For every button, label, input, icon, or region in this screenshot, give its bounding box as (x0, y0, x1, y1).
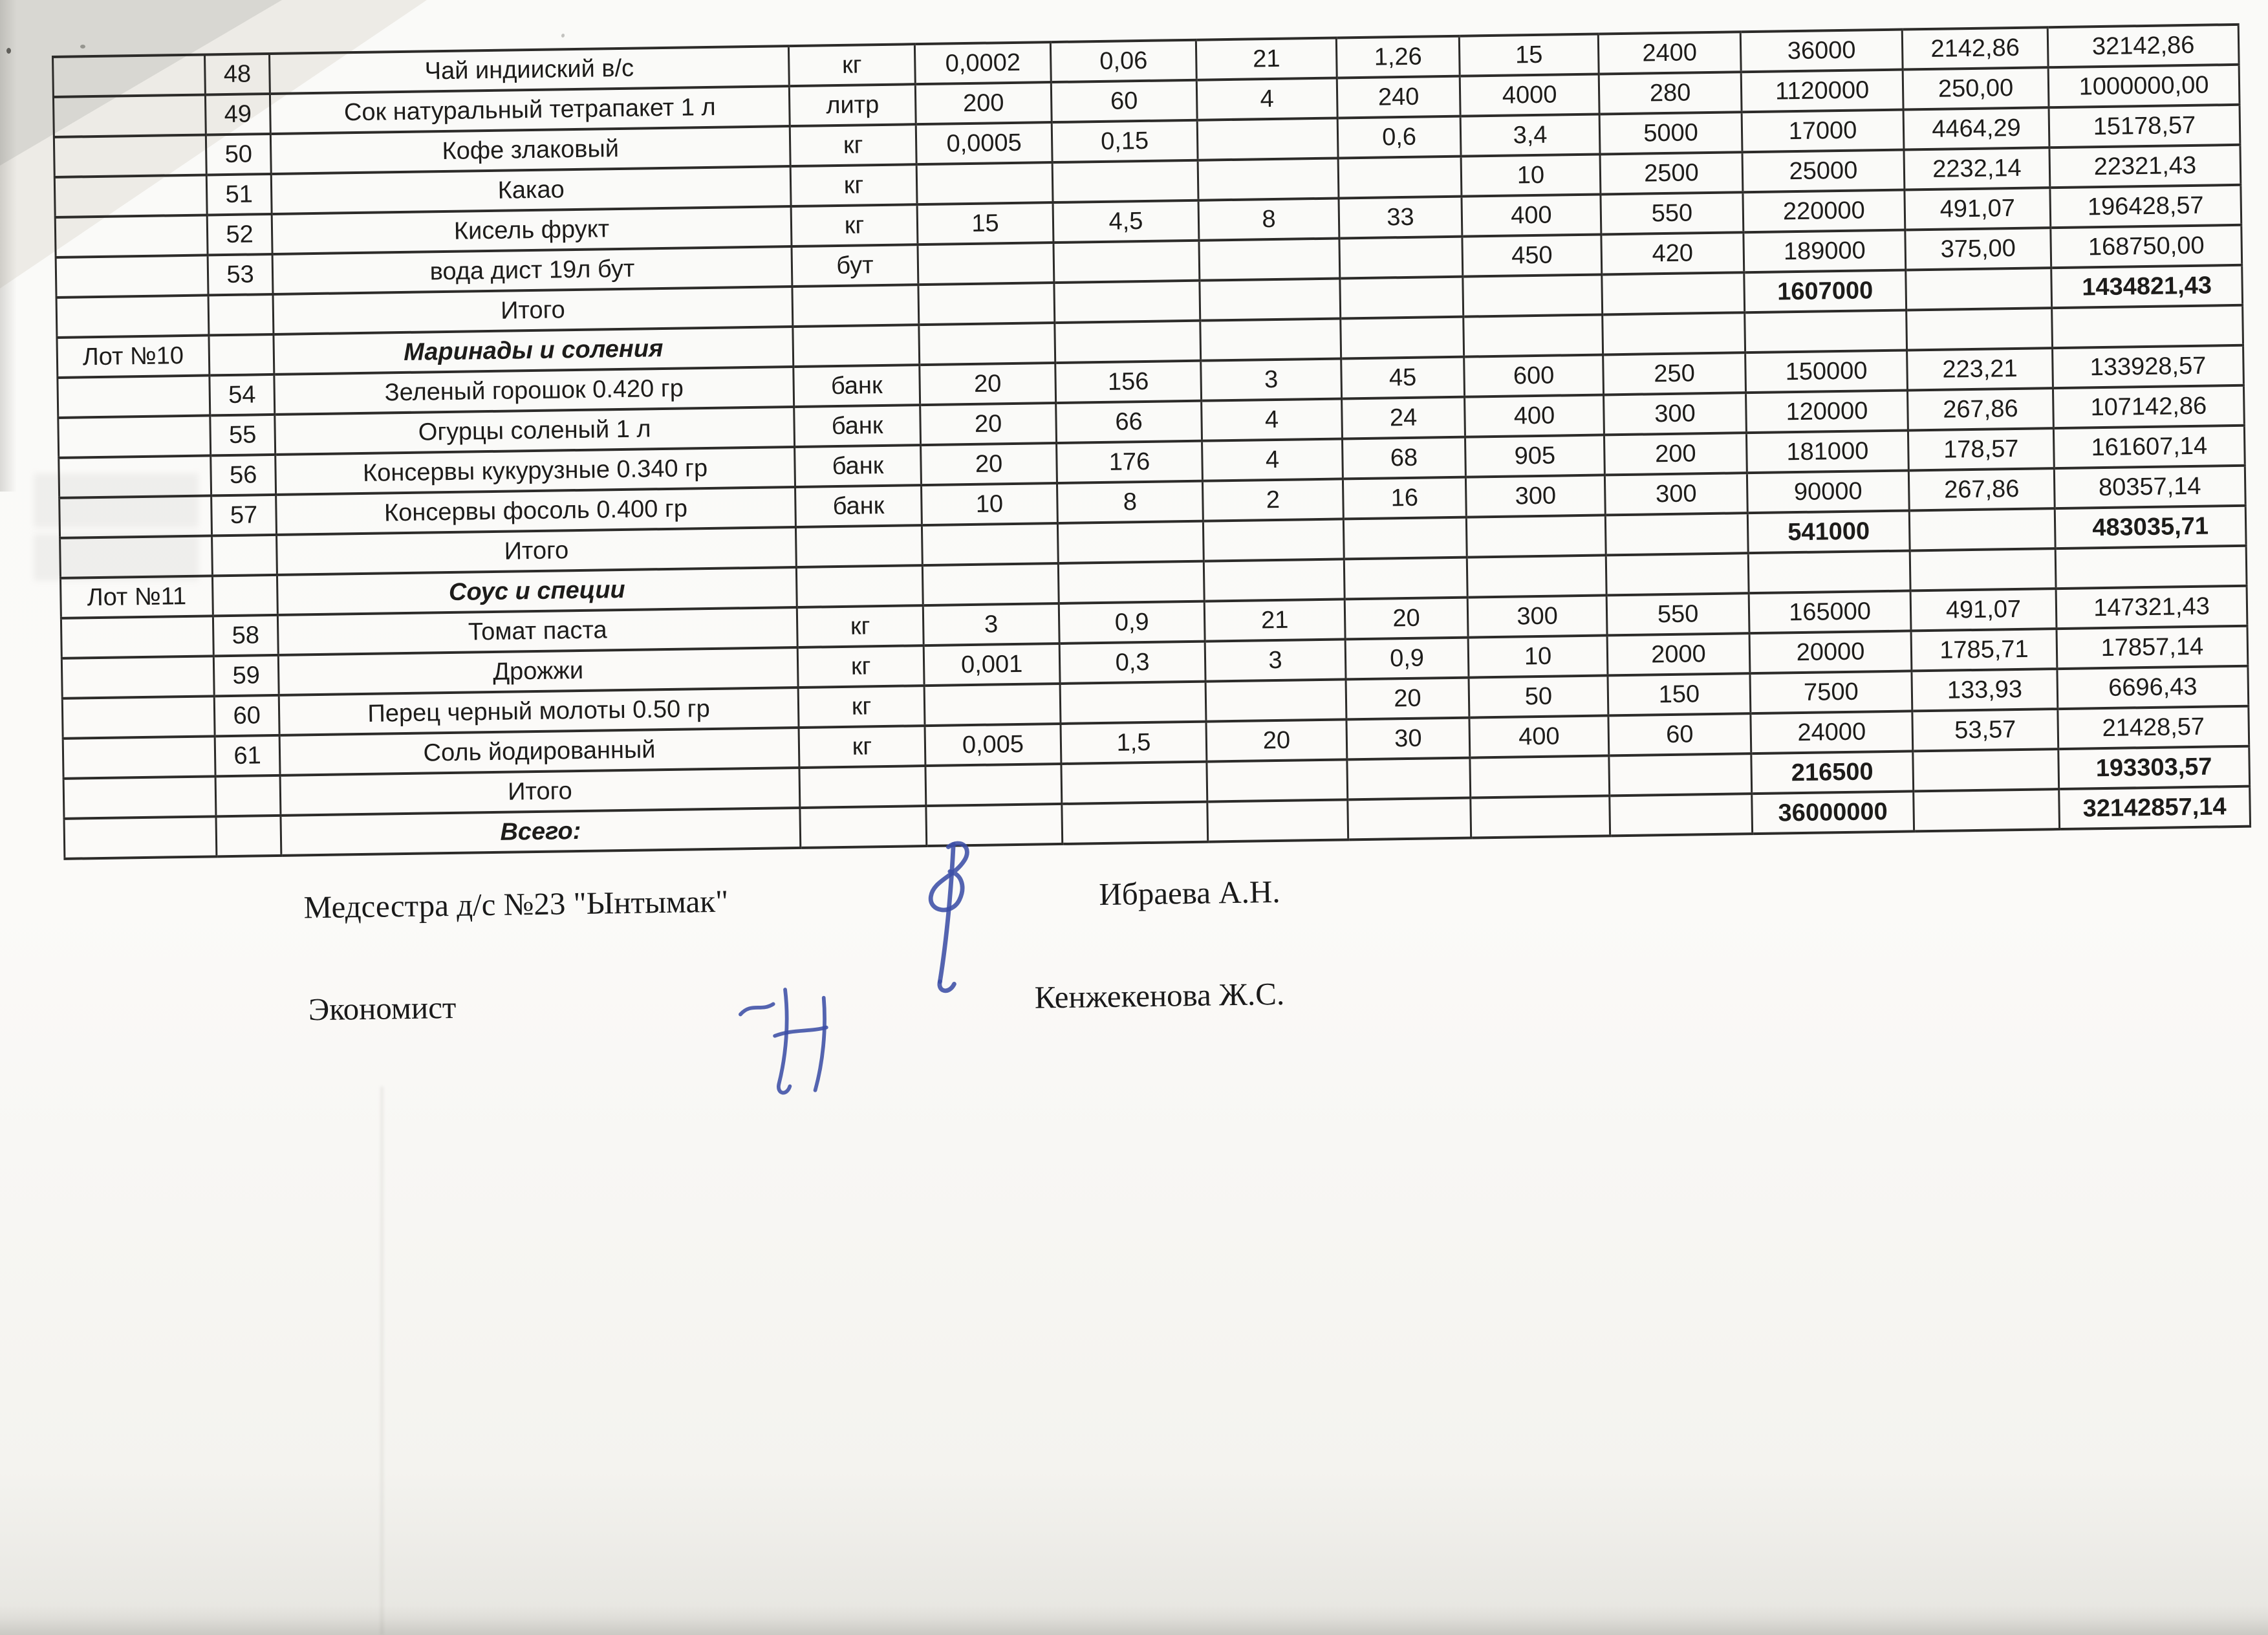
table-cell: 375,00 (1905, 228, 2051, 270)
table-cell: Итого (273, 287, 793, 334)
table-cell: 156 (1055, 361, 1202, 403)
signature-ink-2 (735, 961, 847, 1114)
table-cell: 300 (1467, 595, 1607, 637)
table-cell (58, 375, 210, 417)
table-cell (1467, 555, 1606, 597)
table-cell: 216500 (1751, 751, 1914, 794)
table-cell: 4 (1196, 78, 1337, 120)
table-cell (919, 323, 1055, 365)
table-cell: Зеленый горошок 0.420 гр (274, 367, 794, 415)
table-cell: 55 (210, 415, 275, 455)
table-cell: 6696,43 (2057, 666, 2249, 709)
table-cell: 250,00 (1903, 67, 2049, 109)
table-cell (924, 684, 1061, 726)
table-cell (1348, 798, 1471, 840)
table-cell: Консервы кукурузные 0.340 гр (275, 447, 795, 495)
table-cell: кг (790, 124, 916, 166)
table-cell (1906, 308, 2053, 350)
table-cell: 150 (1608, 673, 1751, 715)
table-cell: 58 (213, 615, 278, 656)
table-cell: 24000 (1751, 711, 1913, 753)
table-cell (918, 243, 1054, 285)
table-cell: вода дист 19л бут (272, 246, 792, 294)
table-cell: Томат паста (277, 607, 797, 655)
table-cell (916, 162, 1053, 204)
page-content (52, 23, 2256, 1284)
table-cell: 36000000 (1752, 791, 1914, 834)
table-cell: 400 (1462, 194, 1601, 236)
table-cell (1338, 157, 1462, 199)
table-cell (799, 766, 926, 808)
table-cell (63, 776, 216, 818)
table-cell: 189000 (1744, 230, 1906, 273)
table-cell: 196428,57 (2050, 185, 2241, 228)
table-cell: 20 (1346, 678, 1469, 720)
table-cell (1204, 559, 1345, 601)
table-cell: 200 (1604, 433, 1747, 475)
table-cell (1052, 160, 1198, 202)
table-cell (1609, 753, 1752, 796)
table-cell (922, 563, 1059, 605)
table-cell (1339, 237, 1463, 279)
table-cell: 60 (214, 695, 279, 736)
table-cell (2055, 546, 2247, 589)
table-cell (209, 334, 274, 375)
table-cell (60, 536, 213, 578)
scan-bottom-shadow (0, 1605, 2268, 1635)
table-cell (56, 295, 209, 337)
table-cell: банк (795, 485, 922, 527)
table-cell: 491,07 (1910, 589, 2057, 631)
table-cell: 1,26 (1336, 36, 1460, 78)
table-cell: 36000 (1740, 30, 1903, 72)
table-cell (1909, 508, 2055, 550)
table-cell: 8 (1198, 199, 1339, 241)
table-cell (1062, 802, 1208, 844)
table-cell: 300 (1604, 393, 1747, 435)
table-cell: 0,005 (925, 724, 1061, 766)
table-cell (208, 294, 274, 335)
signature-ink-1 (886, 836, 1005, 999)
table-cell: 220000 (1743, 190, 1905, 233)
table-cell: 59 (213, 655, 279, 696)
table-cell (53, 54, 206, 96)
table-cell (1463, 314, 1603, 356)
table-cell: 48 (205, 54, 270, 94)
table-cell: 1607000 (1744, 270, 1906, 313)
table-cell: 20 (920, 363, 1056, 405)
table-cell: 21 (1196, 38, 1337, 80)
table-cell (793, 325, 920, 367)
scan-edge-shadow (0, 0, 17, 492)
table-cell: 3 (1201, 358, 1342, 400)
table-cell (64, 816, 217, 858)
table-cell: 168750,00 (2051, 225, 2242, 268)
table-cell: 0,15 (1052, 120, 1198, 162)
table-cell (53, 94, 206, 136)
table-cell: 1000000,00 (2048, 65, 2240, 107)
table-cell: кг (798, 686, 925, 728)
table-cell: 15178,57 (2049, 105, 2240, 147)
table-cell: 15 (1459, 34, 1599, 76)
table-cell: 21 (1204, 599, 1345, 641)
table-cell: 400 (1465, 395, 1604, 437)
table-cell: 0,0005 (916, 122, 1052, 164)
table-cell (61, 656, 214, 698)
table-cell (55, 215, 208, 257)
table-cell: 45 (1341, 357, 1465, 399)
table-cell: 2142,86 (1902, 27, 2048, 69)
table-cell (1463, 274, 1603, 316)
table-cell (1058, 561, 1204, 603)
table-cell (1470, 755, 1610, 797)
table-cell: 4 (1202, 439, 1343, 481)
table-cell: 32142,86 (2047, 25, 2239, 67)
table-cell (1745, 310, 1907, 353)
table-cell: 61 (215, 735, 280, 776)
table-cell (796, 565, 923, 607)
table-cell: 240 (1337, 76, 1460, 118)
table-cell: 400 (1469, 715, 1609, 757)
table-cell (1200, 318, 1341, 360)
table-cell (1906, 268, 2052, 310)
table-cell: 550 (1606, 593, 1749, 635)
table-cell (212, 575, 277, 616)
table-cell: 147321,43 (2056, 586, 2247, 629)
table-cell: Огурцы соленый 1 л (275, 407, 795, 455)
table-cell: 300 (1465, 475, 1605, 517)
table-cell (1913, 749, 2059, 791)
table-cell: банк (794, 365, 920, 407)
table-cell: литр (789, 84, 916, 126)
table-cell: 57 (211, 495, 277, 536)
table-cell: 600 (1464, 354, 1604, 396)
table-cell: Перец черный молоты 0.50 гр (279, 688, 799, 735)
table-cell (1748, 550, 1910, 593)
table-cell: 90000 (1747, 470, 1909, 513)
table-cell: Лот №10 (57, 335, 210, 377)
table-cell (795, 525, 922, 567)
table-cell (792, 285, 919, 327)
table-cell: 107142,86 (2053, 385, 2244, 428)
table-cell: 30 (1346, 718, 1470, 760)
table-cell: 267,86 (1907, 388, 2053, 430)
table-cell: 22321,43 (2049, 145, 2241, 188)
table-cell (215, 775, 281, 816)
table-cell: 4 (1202, 398, 1343, 440)
table-cell: 120000 (1746, 390, 1908, 433)
table-cell (1606, 553, 1749, 595)
table-cell: 0,0002 (914, 42, 1051, 84)
table-cell: Соль йодированный (279, 728, 799, 775)
table-cell (54, 175, 207, 217)
table-cell: 21428,57 (2058, 706, 2249, 749)
table-cell: 32142857,14 (2059, 786, 2251, 829)
table-cell: 66 (1056, 401, 1202, 443)
table-cell: 2400 (1598, 32, 1741, 74)
table-cell: 60 (1608, 713, 1751, 755)
table-cell: 483035,71 (2055, 506, 2246, 548)
table-cell: 60 (1051, 80, 1197, 122)
table-cell: 10 (1461, 155, 1601, 197)
table-cell (212, 535, 277, 576)
dust-speck (6, 48, 11, 54)
table-cell: бут (792, 244, 918, 287)
table-cell: 49 (205, 94, 270, 135)
table-cell (59, 495, 212, 537)
table-cell: Лот №11 (60, 576, 213, 618)
table-cell (62, 696, 215, 738)
table-cell: 80357,14 (2054, 466, 2245, 508)
table-cell: 905 (1465, 435, 1604, 477)
table-cell: 300 (1604, 473, 1747, 515)
dust-speck (561, 33, 565, 38)
table-cell: кг (797, 645, 924, 688)
table-cell: Кисель фрукт (272, 206, 792, 254)
table-cell: 10 (1468, 635, 1608, 677)
table-cell: 20 (920, 403, 1057, 445)
table-cell (1610, 794, 1753, 836)
table-cell (1207, 799, 1348, 841)
table-cell: 56 (211, 455, 276, 495)
table-cell: 133,93 (1912, 669, 2058, 711)
table-cell: 181000 (1746, 430, 1908, 473)
table-cell: 10 (922, 483, 1058, 525)
table-cell (1343, 517, 1467, 559)
table-cell: 33 (1339, 197, 1462, 239)
table-cell: 165000 (1749, 590, 1911, 633)
table-cell: 0,9 (1059, 601, 1205, 644)
table-cell: 52 (207, 214, 272, 255)
table-cell: кг (799, 726, 925, 768)
table-cell (1197, 118, 1338, 160)
table-cell: 20000 (1749, 631, 1912, 673)
table-cell: 0,06 (1050, 40, 1196, 82)
table-cell: 68 (1343, 437, 1466, 479)
table-cell: 8 (1057, 481, 1203, 523)
signatory-name: Кенжекенова Ж.С. (1034, 975, 1285, 1015)
table-cell: 4,5 (1053, 200, 1199, 243)
table-cell: 20 (921, 443, 1057, 485)
table-cell (1203, 519, 1344, 561)
table-cell: 54 (210, 374, 275, 415)
table-cell: Кофе злаковый (270, 126, 790, 174)
table-cell: 53,57 (1912, 709, 2058, 751)
table-cell: Всего: (281, 808, 801, 856)
table-cell: 541000 (1747, 510, 1910, 553)
table-cell: кг (797, 605, 923, 647)
table-cell: 2232,14 (1904, 147, 2050, 189)
table-cell (1054, 281, 1200, 323)
table-cell: Соус и специи (277, 567, 797, 615)
table-cell (59, 455, 211, 497)
table-cell: 1434821,43 (2051, 265, 2243, 308)
table-cell: 17000 (1742, 110, 1904, 153)
procurement-table (52, 23, 2251, 860)
table-cell (216, 816, 281, 856)
signatory-role: Медсестра д/с №23 "Ынтымак" (303, 883, 729, 926)
table-cell: 2 (1202, 479, 1343, 521)
table-cell: 20 (1345, 598, 1468, 640)
table-cell: 420 (1601, 232, 1744, 274)
table-cell: 5000 (1599, 112, 1742, 154)
table-cell: 50 (1469, 675, 1608, 717)
table-cell: Какао (271, 166, 791, 214)
table-cell (1471, 796, 1610, 838)
table-cell: 223,21 (1907, 348, 2053, 390)
table-cell: 1785,71 (1911, 629, 2057, 671)
table-cell (1198, 158, 1339, 200)
table-cell (1910, 548, 2056, 590)
table-cell: 53 (208, 254, 273, 295)
table-cell: 161607,14 (2053, 426, 2245, 468)
table-cell (925, 764, 1062, 806)
table-cell: 7500 (1750, 671, 1912, 713)
table-body (53, 25, 2251, 859)
table-cell: 280 (1599, 72, 1742, 114)
table-cell: 4464,29 (1903, 107, 2049, 149)
table-cell (1347, 758, 1471, 800)
table-cell (1341, 317, 1464, 359)
table-cell (2052, 305, 2243, 348)
table-cell: 250 (1603, 352, 1746, 395)
signatory-role: Экономист (308, 989, 457, 1028)
table-cell (63, 736, 215, 778)
table-cell: 25000 (1742, 150, 1905, 193)
table-cell (1207, 759, 1348, 801)
table-cell: Итого (280, 768, 800, 816)
table-cell (1466, 515, 1606, 557)
table-cell: банк (795, 445, 922, 487)
table-cell: 2500 (1600, 152, 1743, 194)
table-cell: кг (791, 204, 918, 246)
table-cell: Итого (277, 527, 797, 575)
table-cell (1055, 321, 1201, 363)
table-cell (56, 255, 208, 297)
table-cell: 24 (1342, 397, 1465, 439)
table-cell: 450 (1462, 234, 1602, 276)
signatory-name: Ибраева А.Н. (1099, 873, 1280, 913)
dust-speck (80, 45, 85, 49)
table-cell (1205, 679, 1346, 721)
table-cell: 193303,57 (2058, 746, 2250, 789)
table-cell: 15 (917, 202, 1053, 244)
table-cell (61, 616, 213, 658)
table-cell: 0,001 (923, 644, 1060, 686)
table-cell: 0,9 (1345, 638, 1469, 680)
table-cell (1605, 513, 1748, 555)
table-cell: Консервы фосоль 0.400 гр (276, 487, 796, 535)
table-cell: 267,86 (1908, 468, 2055, 510)
table-cell: банк (794, 405, 921, 447)
table-cell: Дрожжи (278, 647, 798, 695)
table-cell: 16 (1343, 477, 1466, 519)
table-cell: 0,6 (1337, 116, 1461, 158)
table-cell: 3 (923, 603, 1059, 645)
table-cell: 20 (1206, 719, 1347, 761)
table-cell: Маринады и соления (274, 327, 794, 374)
table-cell: 178,57 (1908, 428, 2054, 470)
table-cell (1060, 682, 1206, 724)
table-cell (1340, 277, 1463, 319)
table-cell: 1,5 (1061, 722, 1207, 764)
table-cell: 17857,14 (2057, 626, 2248, 669)
table-cell: 491,07 (1905, 188, 2051, 230)
table-cell (1914, 789, 2060, 831)
table-cell: Сок натуральный тетрапакет 1 л (270, 86, 790, 134)
table-cell: кг (790, 164, 917, 206)
table-cell (918, 283, 1055, 325)
table-cell (54, 135, 206, 177)
table-cell (1057, 521, 1204, 563)
table-cell (1053, 241, 1200, 283)
table-cell (1200, 278, 1341, 320)
table-cell (1344, 558, 1467, 600)
table-cell (1199, 238, 1340, 280)
table-cell (1602, 272, 1745, 314)
table-cell: 4000 (1460, 74, 1599, 116)
table-cell: 1120000 (1741, 70, 1903, 113)
table-cell: 3,4 (1460, 114, 1600, 157)
table-cell: Чай индииский в/с (269, 46, 789, 94)
table-cell: 2000 (1607, 633, 1750, 675)
table-cell: 133928,57 (2053, 345, 2244, 388)
table-cell: 200 (915, 82, 1052, 124)
table-cell: 3 (1205, 639, 1346, 681)
table-cell (1603, 312, 1745, 354)
table-cell (1061, 762, 1207, 804)
table-cell: кг (788, 44, 915, 86)
table-cell: 550 (1601, 192, 1744, 234)
table-cell (58, 415, 211, 457)
table-cell: 150000 (1745, 350, 1908, 393)
table-cell: 0,3 (1059, 642, 1205, 684)
table-cell: 50 (206, 134, 271, 175)
table-cell (922, 523, 1058, 565)
table-cell: 176 (1057, 441, 1203, 483)
table-cell: 51 (206, 174, 272, 215)
